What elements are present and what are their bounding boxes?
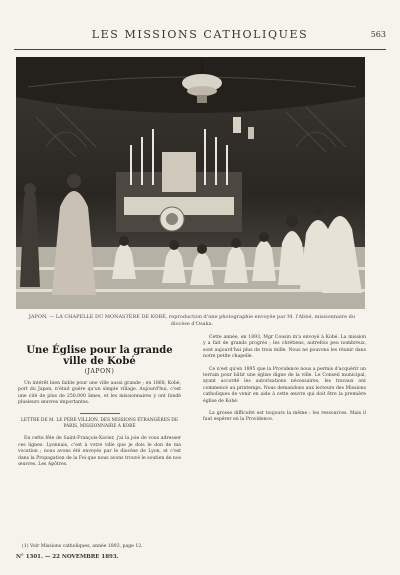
body-paragraph-left: En cette fête de Saint-François-Xavier, j'ai la joie de vous adresser ces lignes. Lyonnais, c'est à votre ville que je dois le don de ma vocation ; nous avons été envoyés par le diocèse de Lyon, et c'est dans la Propagation de la Foi que nous avons trouvé le soutien de nos œuvres. Les Apôtres.: [18, 436, 181, 468]
left-column: [18, 335, 181, 474]
chapel-interior-image: [16, 57, 365, 309]
photo-caption: JAPON. — LA CHAPELLE DU MONASTÈRE DE KOBÉ, reproduction d'une photographie envoyée par M. l'Abbé, missionnaire du diocèse d'Osaka.: [28, 314, 356, 327]
body-paragraph-right-2: Ce n'est qu'en 1895 que la Providence nous a permis d'acquérir un terrain pour bâtir une église digne de la ville. Le Conseil municipal, ayant accordé les autorisations nécessaires, les travaux ont commencé au printemps. Nous demandons aux lecteurs des Missions catholiques de venir en aide à cette œuvre qui doit être la première église de Kobé.: [203, 366, 366, 404]
issue-number: N° 1301. — 22 NOVEMBRE 1893.: [16, 554, 119, 560]
chapel-photograph: [16, 57, 365, 309]
section-divider: [80, 413, 120, 414]
page-header: [14, 28, 386, 46]
lead-paragraph: Un intérêt bien faible pour une ville aussi grande ; en 1868, Kobé, port du Japon, n'était guère qu'un simple village. Aujourd'hui, c'est une cité de plus de 250.000 âmes, et les missionnaires y ont fondé plusieurs œuvres importantes.: [18, 381, 181, 406]
article-subtitle: (JAPON): [84, 368, 115, 375]
page-footer: [16, 544, 386, 562]
right-column: [203, 335, 366, 430]
article-body-right: [203, 335, 366, 424]
article-body-left: [18, 436, 181, 468]
journal-title: LES MISSIONS CATHOLIQUES: [91, 28, 309, 41]
page-number: 563: [370, 30, 386, 39]
body-paragraph-right-1: Cette année, en 1893, Mgr Cousin m'a envoyé à Kobé. La mission y a fait de grands progrès ; les chrétiens, autrefois peu nombreux, sont aujourd'hui plus de trois mille. Nous ne pouvons les réunir dans notre petite chapelle.: [203, 335, 366, 360]
article-title: Une Église pour la grande ville de Kobé: [26, 345, 173, 367]
letter-heading: [18, 418, 181, 431]
letter-heading-text: LETTRE DE M. LE PÈRE VILLION, DES MISSIONS ÉTRANGÈRES DE PARIS, MISSIONNAIRE À KOBÉ: [20, 417, 179, 430]
body-paragraph-right-3: La grosse difficulté est toujours la même : les ressources. Mais il faut espérer en la Providence.: [203, 411, 366, 423]
header-rule: [14, 49, 386, 50]
footnote: (1) Voir Missions catholiques, année 1893, page 12.: [22, 544, 143, 549]
article-lead: [18, 381, 181, 407]
